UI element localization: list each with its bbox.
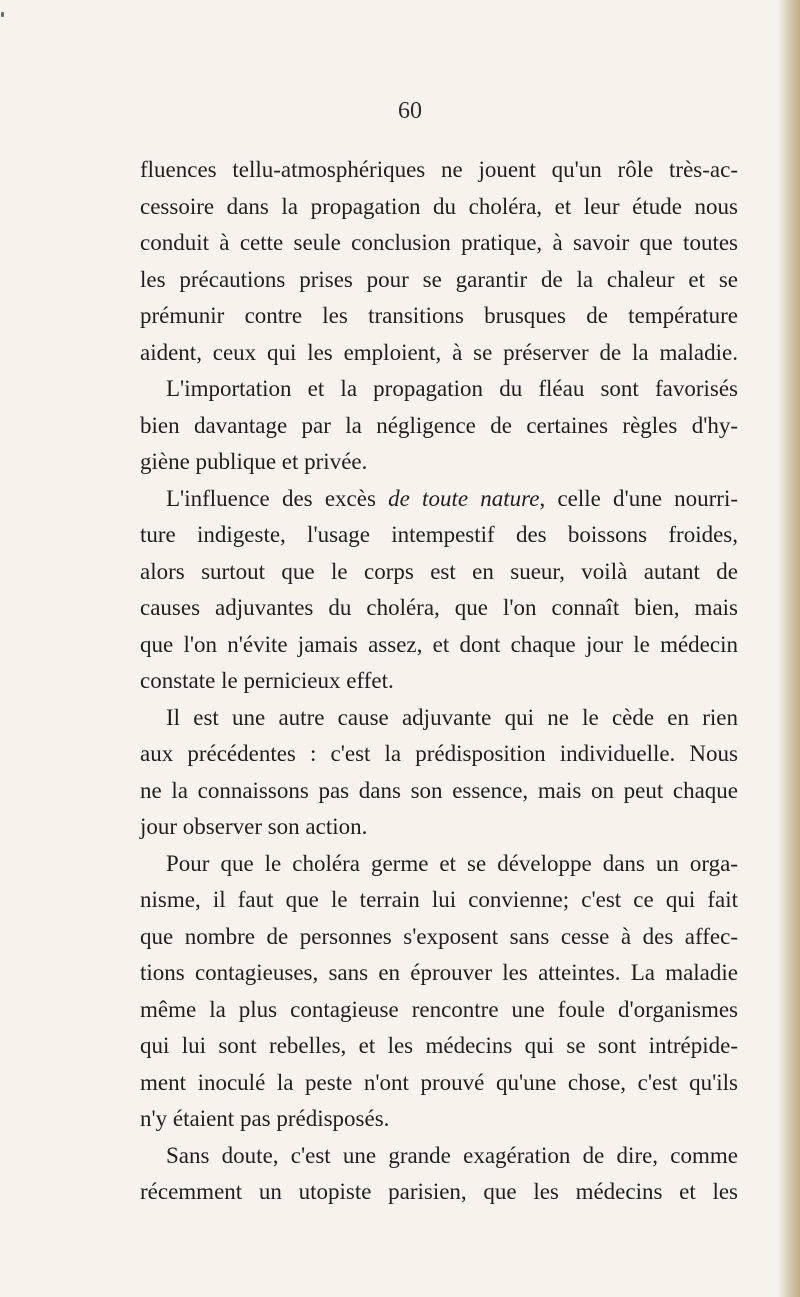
text-line: les précautions prises pour se garantir de la chaleur et se	[140, 266, 738, 292]
text-line: ture indigeste, l'usage intempestif des boissons froides,	[140, 522, 738, 547]
text-line-with-italic	[140, 481, 738, 518]
text-line: tions contagieuses, sans en éprouver les atteintes. La maladie	[140, 960, 738, 985]
text-line: alors surtout que le corps est en sueur, voilà autant de	[140, 558, 738, 584]
text-segment: celle d'une nourri-	[557, 485, 738, 511]
text-line: conduit à cette seule conclusion pratique, à savoir que toutes	[140, 230, 738, 255]
text-line: qui lui sont rebelles, et les médecins qui se sont intrépide-	[140, 1033, 738, 1058]
text-line: constate le pernicieux effet.	[140, 668, 394, 693]
text-line: n'y étaient pas prédisposés.	[140, 1106, 390, 1131]
text-line: même la plus contagieuse rencontre une foule d'organismes	[140, 996, 738, 1022]
text-line: Il est une autre cause adjuvante qui ne le cède en rien	[166, 704, 738, 730]
text-segment: ,	[539, 485, 558, 511]
page-number: 60	[398, 98, 422, 124]
body-text	[140, 152, 738, 1211]
page-edge-shadow	[778, 0, 800, 1297]
text-line: que l'on n'évite jamais assez, et dont chaque jour le médecin	[140, 631, 738, 657]
text-line: aident, ceux qui les emploient, à se préserver de la maladie.	[140, 339, 738, 365]
text-line: bien davantage par la négligence de certaines règles d'hy-	[140, 412, 738, 438]
text-line: Sans doute, c'est une grande exagération de dire, comme	[166, 1142, 738, 1168]
margin-mark	[1, 12, 4, 17]
text-line: fluences tellu-atmosphériques ne jouent qu'un rôle très-ac-	[140, 157, 738, 182]
text-line: aux précédentes : c'est la prédisposition individuelle. Nous	[140, 741, 738, 766]
text-line: causes adjuvantes du choléra, que l'on connaît bien, mais	[140, 595, 738, 620]
italic-phrase: de toute nature	[388, 485, 540, 511]
text-line: récemment un utopiste parisien, que les médecins et les	[140, 1179, 738, 1204]
text-line: nisme, il faut que le terrain lui convienne; c'est ce qui fait	[140, 887, 738, 912]
text-line: prémunir contre les transitions brusques de température	[140, 303, 738, 328]
text-line: Pour que le choléra germe et se développe dans un orga-	[166, 850, 738, 876]
text-line: L'importation et la propagation du fléau sont favorisés	[166, 376, 738, 401]
text-line: que nombre de personnes s'exposent sans cesse à des affec-	[140, 923, 738, 949]
text-line: ment inoculé la peste n'ont prouvé qu'une chose, c'est qu'ils	[140, 1069, 738, 1095]
text-line: ne la connaissons pas dans son essence, mais on peut chaque	[140, 777, 738, 803]
text-line: jour observer son action.	[140, 814, 368, 839]
text-segment: L'influence des excès	[166, 485, 389, 511]
text-line: giène publique et privée.	[140, 449, 368, 474]
text-line: cessoire dans la propagation du choléra, et leur étude nous	[140, 193, 738, 219]
